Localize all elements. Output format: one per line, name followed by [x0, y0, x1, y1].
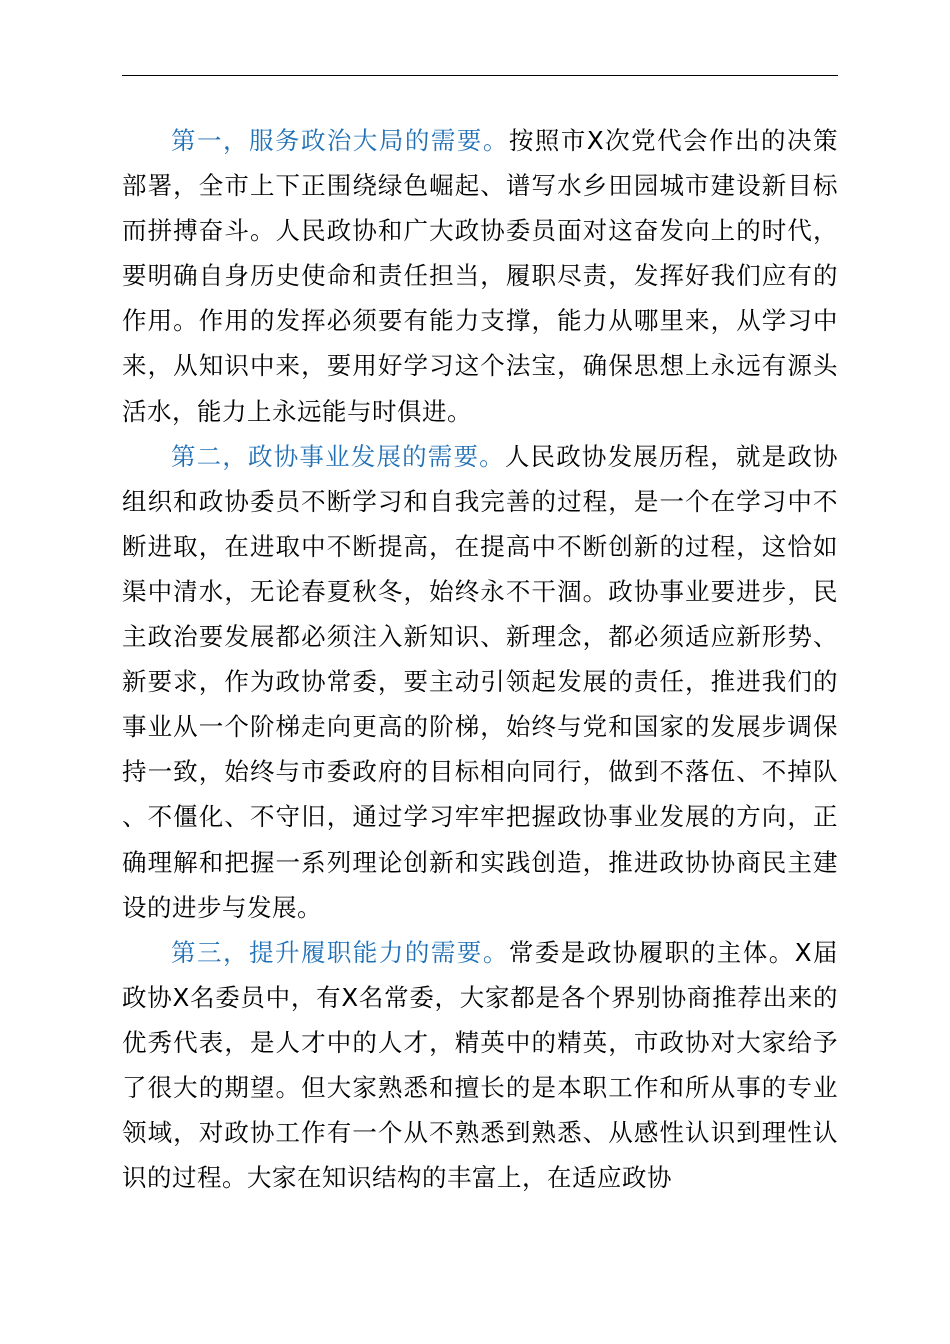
- paragraph-2-text: 人民政协发展历程，就是政协组织和政协委员不断学习和自我完善的过程，是一个在学习中不断进取，在进取中不断提高，在提高中不断创新的过程，这恰如渠中清水，无论春夏秋冬，始终永不干涸。政协事业要进步，民主政治要发展都必须注入新知识、新理念，都必须适应新形势、新要求，作为政协常委，要主动引领起发展的责任，推进我们的事业从一个阶梯走向更高的阶梯，始终与党和国家的发展步调保持一致，始终与市委政府的目标相向同行，做到不落伍、不掉队、不僵化、不守旧，通过学习牢牢把握政协事业发展的方向，正确理解和把握一系列理论创新和实践创造，推进政协协商民主建设的进步与发展。: [122, 441, 839, 922]
- document-body: [122, 118, 838, 1200]
- paragraph-3: [122, 930, 838, 1201]
- paragraph-2-heading: 第二，政协事业发展的需要。: [171, 441, 505, 471]
- paragraph-1-heading: 第一，服务政治大局的需要。: [171, 126, 509, 155]
- paragraph-1-text: 按照市X次党代会作出的决策部署，全市上下正围绕绿色崛起、谱写水乡田园城市建设新目标而拼搏奋斗。人民政协和广大政协委员面对这奋发向上的时代，要明确自身历史使命和责任担当，履职尽责，发挥好我们应有的作用。作用的发挥必须要有能力支撑，能力从哪里来，从学习中来，从知识中来，要用好学习这个法宝，确保思想上永远有源头活水，能力上永远能与时俱进。: [122, 126, 838, 426]
- paragraph-2: [122, 434, 838, 930]
- paragraph-3-heading: 第三，提升履职能力的需要。: [171, 937, 509, 967]
- paragraph-3-text: 常委是政协履职的主体。X届政协X名委员中，有X名常委，大家都是各个界别协商推荐出来的优秀代表，是人才中的人才，精英中的精英，市政协对大家给予了很大的期望。但大家熟悉和擅长的是本职工作和所从事的专业领域，对政协工作有一个从不熟悉到熟悉、从感性认识到理性认识的过程。大家在知识结构的丰富上，在适应政协: [122, 937, 838, 1193]
- header-rule: [122, 75, 838, 76]
- paragraph-1: [122, 118, 838, 434]
